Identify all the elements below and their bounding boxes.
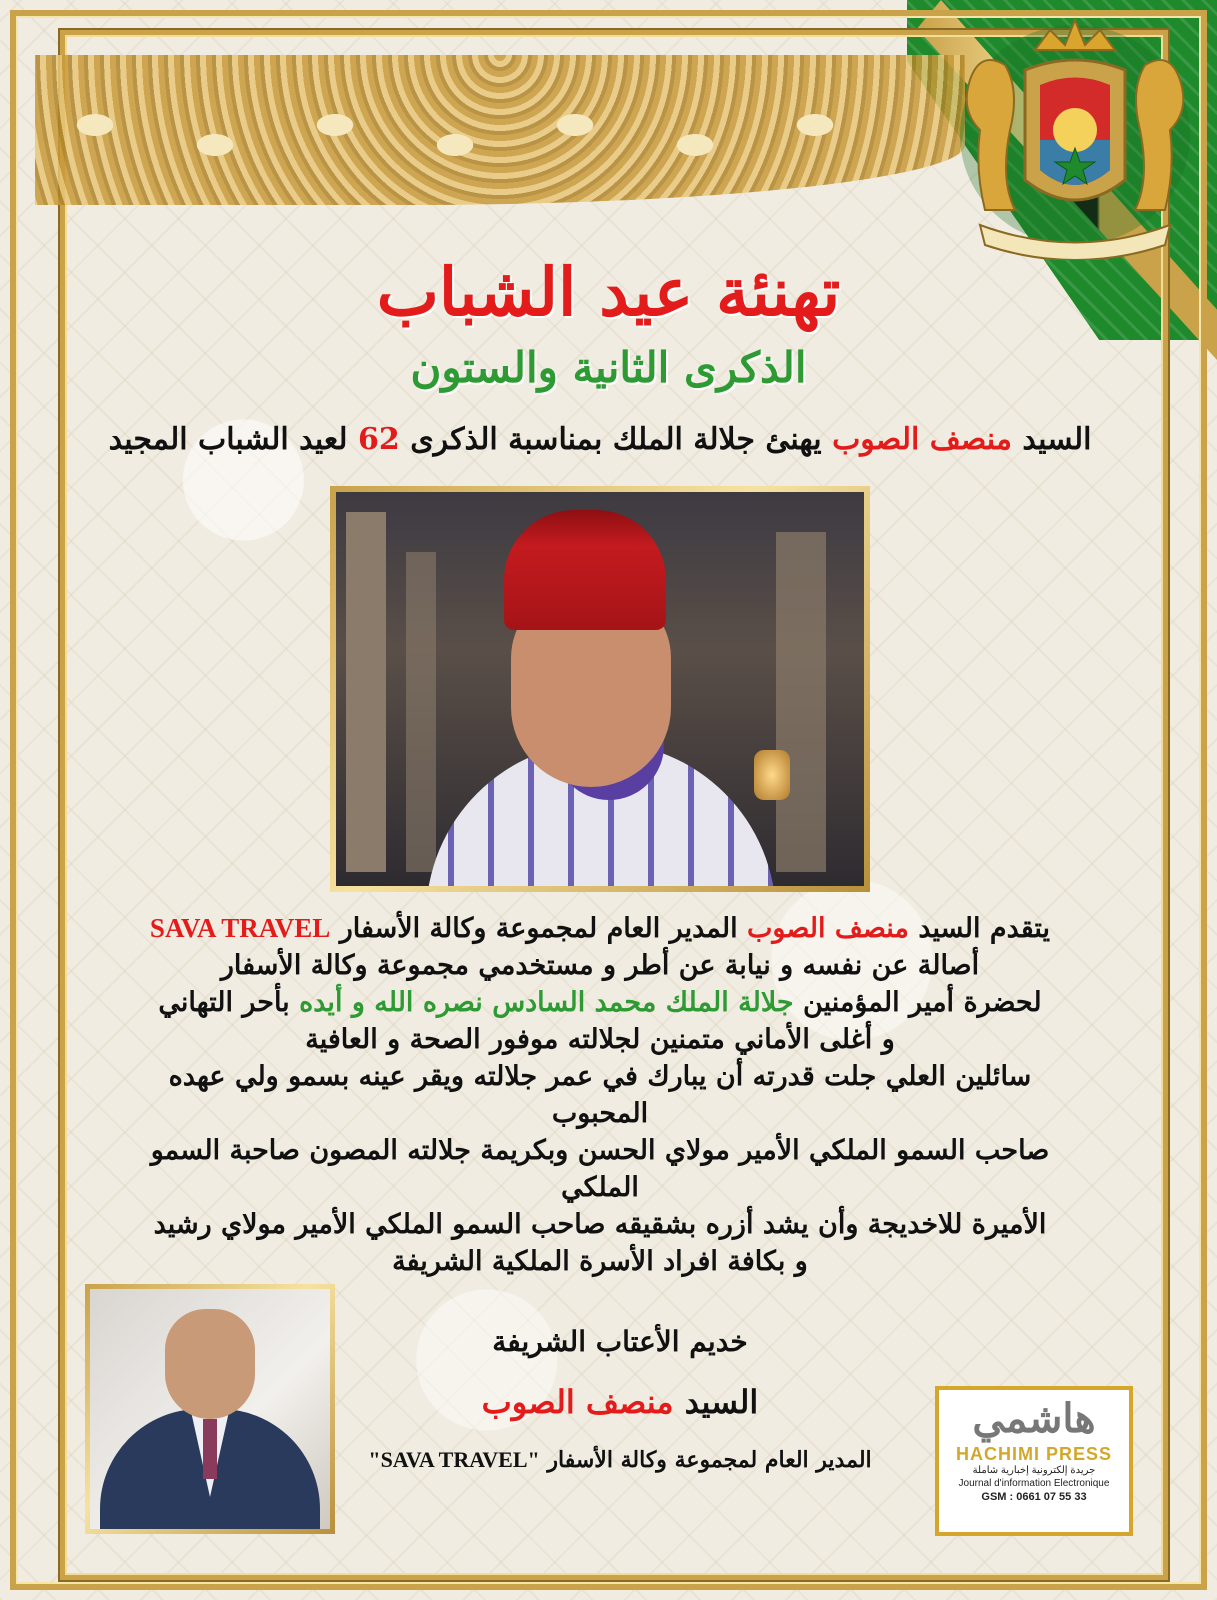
intro-name: منصف الصوب bbox=[832, 422, 1012, 457]
king-portrait-frame bbox=[330, 486, 870, 892]
signature-title: خديم الأعتاب الشريفة bbox=[492, 1325, 748, 1358]
message-line: يتقدم السيد منصف الصوب المدير العام لمجموعة وكالة الأسفار SAVA TRAVEL bbox=[149, 913, 1051, 944]
intro-prefix: السيد bbox=[1022, 422, 1092, 457]
intro-line bbox=[100, 418, 1100, 462]
sender-photo-frame bbox=[85, 1284, 335, 1534]
message-line: سائلين العلي جلت قدرته أن يبارك في عمر جلالته ويقر عينه بسمو ولي عهده المحبوب bbox=[168, 1061, 1032, 1129]
sender-photo bbox=[90, 1289, 330, 1529]
intro-text: يهنئ جلالة الملك بمناسبة الذكرى bbox=[410, 422, 822, 457]
message-line: أصالة عن نفسه و نيابة عن أطر و مستخدمي مجموعة وكالة الأسفار bbox=[220, 950, 980, 981]
intro-text-end: لعيد الشباب المجيد bbox=[108, 422, 348, 457]
press-subtitle-fr: Journal d'information Electronique bbox=[958, 1478, 1110, 1489]
signature-name: منصف الصوب bbox=[481, 1383, 674, 1421]
message-line: صاحب السمو الملكي الأمير مولاي الحسن وبكريمة جلالته المصون صاحبة السمو الملكي bbox=[150, 1135, 1050, 1203]
signature-brand: "SAVA TRAVEL" bbox=[368, 1447, 540, 1472]
message-line: لحضرة أمير المؤمنين جلالة الملك محمد السادس نصره الله و أيده بأحر التهاني bbox=[158, 987, 1042, 1018]
message-line: الأميرة للاخديجة وأن يشد أزره بشقيقه صاحب السمو الملكي الأمير مولاي رشيد bbox=[153, 1209, 1047, 1240]
press-logo-box bbox=[935, 1386, 1133, 1536]
moroccan-coat-of-arms-icon bbox=[940, 10, 1210, 260]
press-phone: GSM : 0661 07 55 33 bbox=[981, 1491, 1087, 1503]
press-subtitle-ar: جريدة إلكترونية إخبارية شاملة bbox=[972, 1465, 1096, 1476]
anniversary-number: 62 bbox=[357, 422, 400, 457]
message-body bbox=[130, 910, 1070, 1280]
message-line: و أغلى الأماني متمنين لجلالته موفور الصحة و العافية bbox=[305, 1024, 895, 1055]
message-line: و بكافة افراد الأسرة الملكية الشريفة bbox=[392, 1246, 808, 1277]
press-logo: هاشمي bbox=[972, 1395, 1096, 1442]
page-title: تهنئة عيد الشباب bbox=[376, 253, 841, 331]
brand-name: SAVA TRAVEL bbox=[149, 913, 331, 943]
king-title: جلالة الملك محمد السادس نصره الله و أيده bbox=[299, 987, 794, 1018]
king-portrait-photo bbox=[336, 492, 864, 886]
press-name: HACHIMI PRESS bbox=[955, 1444, 1112, 1464]
page-subtitle: الذكرى الثانية والستون bbox=[410, 343, 807, 392]
signature-name-line: السيد منصف الصوب bbox=[481, 1383, 759, 1421]
signature-role: المدير العام لمجموعة وكالة الأسفار "SAVA TRAVEL" bbox=[368, 1447, 872, 1473]
signature-block bbox=[340, 1320, 900, 1478]
lamp-icon bbox=[754, 750, 790, 800]
sender-name: منصف الصوب bbox=[747, 913, 909, 944]
top-arabesque-ornament bbox=[35, 55, 965, 205]
